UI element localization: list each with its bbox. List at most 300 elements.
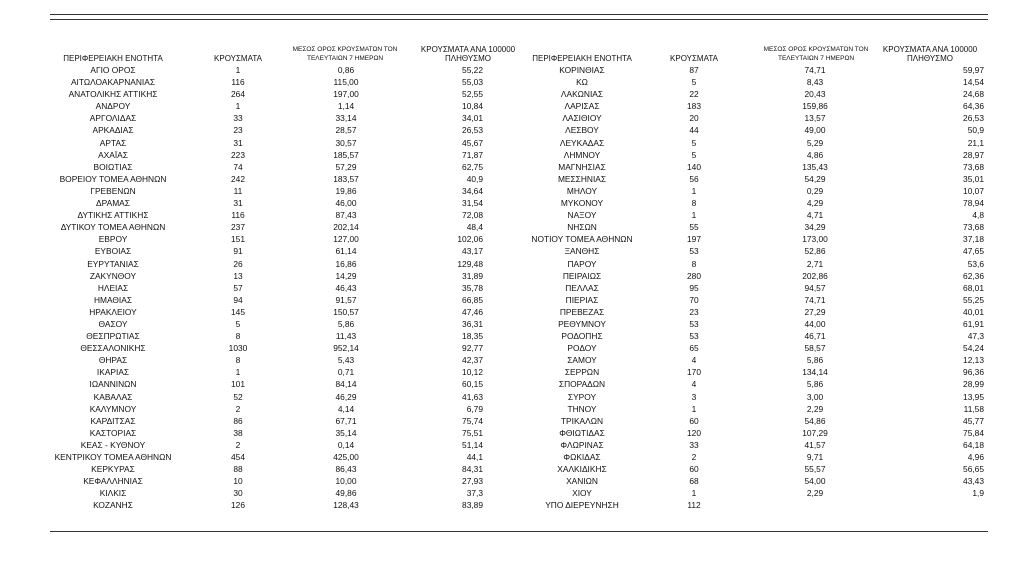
- right-per100k-cell: 64,18: [963, 439, 984, 450]
- left-region-cell: ΙΚΑΡΙΑΣ: [96, 367, 130, 378]
- right-cases-cell: 95: [689, 282, 699, 293]
- right-region-cell: ΜΗΛΟΥ: [566, 185, 598, 196]
- right-region-cell: ΥΠΟ ΔΙΕΡΕΥΝΗΣΗ: [545, 500, 619, 511]
- table-row: [50, 499, 988, 511]
- right-per100k-cell: 24,68: [963, 89, 984, 100]
- table-row: [50, 124, 988, 136]
- left-avg-cell: 0,86: [337, 65, 355, 75]
- left-per100k-cell: 10,12: [462, 367, 483, 378]
- left-cases-cell: 264: [231, 89, 245, 100]
- right-region-cell: ΣΠΟΡΑΔΩΝ: [558, 379, 606, 390]
- left-region-cell: ΔΡΑΜΑΣ: [96, 198, 130, 209]
- right-cases-cell: 60: [689, 415, 699, 426]
- table-row: [50, 185, 988, 197]
- right-per100k-cell: 50,9: [967, 125, 984, 136]
- left-cases-cell: 151: [231, 234, 245, 245]
- left-region-cell: ΕΥΒΟΙΑΣ: [94, 246, 132, 257]
- right-per100k-cell: 73,68: [963, 161, 984, 172]
- table-row: [50, 270, 988, 282]
- left-per100k-cell: 41,63: [462, 391, 483, 402]
- right-per100k-cell: 4,8: [972, 210, 984, 221]
- right-region-cell: ΤΗΝΟΥ: [567, 403, 597, 414]
- header-region-left: ΠΕΡΙΦΕΡΕΙΑΚΗ ΕΝΟΤΗΤΑ: [63, 54, 163, 63]
- left-avg-cell: 14,29: [335, 270, 357, 281]
- left-region-cell: ΒΟΙΩΤΙΑΣ: [93, 161, 133, 172]
- right-per100k-cell: 28,97: [963, 149, 984, 160]
- right-region-cell: ΞΑΝΘΗΣ: [564, 246, 600, 257]
- left-cases-cell: 11: [233, 185, 243, 196]
- left-avg-cell: 10,00: [335, 476, 357, 487]
- table-row: [50, 197, 988, 209]
- left-per100k-cell: 37,3: [466, 488, 483, 499]
- right-per100k-cell: 13,95: [963, 391, 984, 402]
- right-cases-cell: 8: [691, 258, 697, 269]
- left-cases-cell: 116: [231, 210, 245, 221]
- right-per100k-cell: 14,54: [963, 77, 984, 88]
- right-per100k-cell: 54,24: [963, 343, 984, 354]
- left-avg-cell: 46,43: [335, 282, 357, 293]
- right-avg-cell: 2,71: [806, 258, 824, 269]
- right-region-cell: ΦΘΙΩΤΙΔΑΣ: [559, 427, 605, 438]
- right-region-cell: ΠΕΙΡΑΙΩΣ: [562, 270, 602, 281]
- left-region-cell: ΑΡΤΑΣ: [99, 137, 127, 148]
- left-region-cell: ΚΑΡΔΙΤΣΑΣ: [90, 415, 136, 426]
- right-avg-cell: 34,29: [804, 222, 826, 233]
- right-per100k-cell: 61,91: [963, 318, 984, 329]
- right-region-cell: ΡΕΘΥΜΝΟΥ: [558, 318, 606, 329]
- table-row: [50, 209, 988, 221]
- left-avg-cell: 49,86: [335, 488, 357, 499]
- right-per100k-cell: 78,94: [963, 198, 984, 209]
- right-avg-cell: 54,00: [804, 476, 826, 487]
- right-cases-cell: 3: [691, 391, 697, 402]
- right-cases-cell: 68: [689, 476, 699, 487]
- left-cases-cell: 242: [231, 173, 245, 184]
- left-per100k-cell: 31,54: [462, 198, 483, 209]
- right-region-cell: ΛΕΣΒΟΥ: [565, 125, 599, 136]
- right-per100k-cell: 35,01: [963, 173, 984, 184]
- top-rule-2: [50, 19, 988, 20]
- table-row: [50, 282, 988, 294]
- left-region-cell: ΚΑΒΑΛΑΣ: [93, 391, 133, 402]
- left-cases-cell: 8: [235, 331, 241, 342]
- left-cases-cell: 1030: [228, 343, 248, 354]
- left-per100k-cell: 75,51: [462, 427, 483, 438]
- left-avg-cell: 1,14: [337, 101, 355, 112]
- table-row: [50, 173, 988, 185]
- table-row: [50, 112, 988, 124]
- right-avg-cell: 107,29: [802, 427, 828, 438]
- right-cases-cell: 1: [691, 403, 697, 414]
- left-region-cell: ΘΗΡΑΣ: [98, 355, 128, 366]
- right-cases-cell: 1: [691, 185, 697, 196]
- left-avg-cell: 57,29: [335, 161, 357, 172]
- right-region-cell: ΛΕΥΚΑΔΑΣ: [559, 137, 605, 148]
- left-region-cell: ΓΡΕΒΕΝΩΝ: [90, 185, 136, 196]
- right-per100k-cell: 53,6: [967, 258, 984, 269]
- left-per100k-cell: 75,74: [462, 415, 483, 426]
- right-avg-cell: 159,86: [802, 101, 828, 112]
- right-avg-cell: 134,14: [802, 367, 828, 378]
- table-row: [50, 439, 988, 451]
- right-avg-cell: 74,71: [804, 294, 826, 305]
- table-row: [50, 475, 988, 487]
- right-per100k-cell: 47,3: [967, 331, 984, 342]
- right-region-cell: ΝΟΤΙΟΥ ΤΟΜΕΑ ΑΘΗΝΩΝ: [531, 234, 633, 245]
- left-avg-cell: 952,14: [333, 343, 359, 354]
- right-per100k-cell: 43,43: [963, 476, 984, 487]
- right-region-cell: ΣΕΡΡΩΝ: [564, 367, 600, 378]
- left-region-cell: ΚΟΖΑΝΗΣ: [93, 500, 133, 511]
- right-per100k-cell: 96,36: [963, 367, 984, 378]
- table-row: [50, 354, 988, 366]
- left-cases-cell: 1: [235, 101, 241, 112]
- right-cases-cell: 53: [689, 318, 699, 329]
- left-per100k-cell: 6,79: [466, 403, 483, 414]
- right-per100k-cell: 10,07: [963, 185, 984, 196]
- left-per100k-cell: 18,35: [462, 331, 483, 342]
- left-per100k-cell: 66,85: [462, 294, 483, 305]
- left-per100k-cell: 71,87: [462, 149, 483, 160]
- left-avg-cell: 35,14: [335, 427, 357, 438]
- left-avg-cell: 16,86: [335, 258, 357, 269]
- right-avg-cell: 3,00: [806, 391, 824, 402]
- left-avg-cell: 86,43: [335, 464, 357, 475]
- table-row: [50, 403, 988, 415]
- left-avg-cell: 5,43: [337, 355, 355, 366]
- right-cases-cell: 55: [689, 222, 699, 233]
- left-cases-cell: 38: [233, 427, 243, 438]
- left-cases-cell: 1: [235, 367, 241, 378]
- right-avg-cell: 5,86: [806, 379, 824, 390]
- left-avg-cell: 91,57: [335, 294, 357, 305]
- table-row: [50, 391, 988, 403]
- left-region-cell: ΑΓΙΟ ΟΡΟΣ: [90, 65, 136, 75]
- right-per100k-cell: 47,65: [963, 246, 984, 257]
- table-row: [50, 318, 988, 330]
- table-row: [50, 366, 988, 378]
- left-per100k-cell: 48,4: [466, 222, 483, 233]
- left-per100k-cell: 83,89: [462, 500, 483, 511]
- left-cases-cell: 88: [233, 464, 243, 475]
- left-region-cell: ΑΧΑΪΑΣ: [98, 149, 128, 160]
- table-row: [50, 330, 988, 342]
- right-avg-cell: 4,71: [806, 210, 824, 221]
- left-cases-cell: 94: [233, 294, 243, 305]
- right-avg-cell: 52,86: [804, 246, 826, 257]
- table-row: [50, 415, 988, 427]
- left-region-cell: ΒΟΡΕΙΟΥ ΤΟΜΕΑ ΑΘΗΝΩΝ: [59, 173, 167, 184]
- left-cases-cell: 52: [233, 391, 243, 402]
- right-avg-cell: 58,57: [804, 343, 826, 354]
- right-cases-cell: 1: [691, 488, 697, 499]
- left-region-cell: ΚΕΦΑΛΛΗΝΙΑΣ: [83, 476, 143, 487]
- left-cases-cell: 8: [235, 355, 241, 366]
- right-region-cell: ΧΑΛΚΙΔΙΚΗΣ: [557, 464, 607, 475]
- right-cases-cell: 4: [691, 379, 697, 390]
- left-cases-cell: 31: [233, 198, 243, 209]
- right-per100k-cell: 59,97: [963, 65, 984, 75]
- cases-table: [50, 38, 988, 511]
- right-cases-cell: 5: [691, 77, 697, 88]
- right-region-cell: ΠΑΡΟΥ: [567, 258, 597, 269]
- right-avg-cell: 2,29: [806, 488, 824, 499]
- right-region-cell: ΚΩ: [576, 77, 588, 88]
- right-per100k-cell: 28,99: [963, 379, 984, 390]
- table-row: [50, 378, 988, 390]
- left-per100k-cell: 55,03: [462, 77, 483, 88]
- left-avg-cell: 128,43: [333, 500, 359, 511]
- left-region-cell: ΔΥΤΙΚΟΥ ΤΟΜΕΑ ΑΘΗΝΩΝ: [60, 222, 166, 233]
- right-avg-cell: 74,71: [804, 65, 826, 75]
- right-cases-cell: 53: [689, 246, 699, 257]
- left-per100k-cell: 35,78: [462, 282, 483, 293]
- right-cases-cell: 183: [687, 101, 701, 112]
- table-row: [50, 342, 988, 354]
- left-cases-cell: 74: [233, 161, 243, 172]
- left-per100k-cell: 44,1: [466, 452, 483, 462]
- left-region-cell: ΗΜΑΘΙΑΣ: [93, 294, 133, 305]
- left-per100k-cell: 10,84: [462, 101, 483, 112]
- right-avg-cell: 54,29: [804, 173, 826, 184]
- right-avg-cell: 5,86: [806, 355, 824, 366]
- right-avg-cell: 2,29: [806, 403, 824, 414]
- left-cases-cell: 57: [233, 282, 243, 293]
- left-avg-cell: 185,57: [333, 149, 359, 160]
- left-per100k-cell: 47,46: [462, 306, 483, 317]
- left-avg-cell: 28,57: [335, 125, 357, 136]
- right-cases-cell: 120: [687, 427, 701, 438]
- right-region-cell: ΜΑΓΝΗΣΙΑΣ: [558, 161, 606, 172]
- right-avg-cell: 4,29: [806, 198, 824, 209]
- right-cases-cell: 112: [687, 500, 701, 511]
- table-row: [50, 161, 988, 173]
- right-avg-cell: 94,57: [804, 282, 826, 293]
- left-cases-cell: 33: [233, 113, 243, 124]
- left-region-cell: ΑΡΚΑΔΙΑΣ: [92, 125, 134, 136]
- right-per100k-cell: 56,65: [963, 464, 984, 475]
- left-region-cell: ΘΕΣΠΡΩΤΙΑΣ: [86, 331, 140, 342]
- right-region-cell: ΜΥΚΟΝΟΥ: [560, 198, 604, 209]
- right-avg-cell: 5,29: [806, 137, 824, 148]
- left-region-cell: ΚΑΛΥΜΝΟΥ: [89, 403, 137, 414]
- left-region-cell: ΘΕΣΣΑΛΟΝΙΚΗΣ: [80, 343, 146, 354]
- left-region-cell: ΚΕΑΣ - ΚΥΘΝΟΥ: [80, 439, 146, 450]
- table-row: [50, 306, 988, 318]
- header-per-left: ΚΡΟΥΣΜΑΤΑ ΑΝΑ 100000 ΠΛΗΘΥΣΜΟ: [420, 45, 516, 63]
- left-cases-cell: 237: [231, 222, 245, 233]
- left-per100k-cell: 43,17: [462, 246, 483, 257]
- left-avg-cell: 11,43: [335, 331, 357, 342]
- right-per100k-cell: 62,36: [963, 270, 984, 281]
- left-per100k-cell: 62,75: [462, 161, 483, 172]
- right-region-cell: ΤΡΙΚΑΛΩΝ: [560, 415, 604, 426]
- left-per100k-cell: 42,37: [462, 355, 483, 366]
- table-row: [50, 451, 988, 463]
- top-rule: [50, 14, 988, 15]
- left-cases-cell: 13: [233, 270, 243, 281]
- right-cases-cell: 22: [689, 89, 699, 100]
- left-cases-cell: 223: [231, 149, 245, 160]
- right-cases-cell: 87: [689, 65, 699, 75]
- left-per100k-cell: 40,9: [466, 173, 483, 184]
- right-region-cell: ΠΡΕΒΕΖΑΣ: [559, 306, 605, 317]
- right-cases-cell: 280: [687, 270, 701, 281]
- left-region-cell: ΘΑΣΟΥ: [98, 318, 128, 329]
- right-region-cell: ΜΕΣΣΗΝΙΑΣ: [557, 173, 607, 184]
- table-row: [50, 149, 988, 161]
- left-avg-cell: 0,71: [337, 367, 355, 378]
- right-region-cell: ΦΛΩΡΙΝΑΣ: [560, 439, 604, 450]
- right-region-cell: ΛΑΚΩΝΙΑΣ: [560, 89, 604, 100]
- left-cases-cell: 1: [235, 65, 241, 75]
- right-cases-cell: 5: [691, 149, 697, 160]
- header-avg-left: ΜΕΣΟΣ ΟΡΟΣ ΚΡΟΥΣΜΑΤΩΝ ΤΟΝ ΤΕΛΕΥΤΑΙΩΝ 7 ΗΜΕΡΩΝ: [292, 46, 398, 62]
- right-per100k-cell: 55,25: [963, 294, 984, 305]
- left-avg-cell: 197,00: [333, 89, 359, 100]
- table-row: [50, 487, 988, 499]
- left-region-cell: ΙΩΑΝΝΙΝΩΝ: [89, 379, 137, 390]
- right-avg-cell: 13,57: [804, 113, 826, 124]
- right-region-cell: ΡΟΔΟΠΗΣ: [561, 331, 603, 342]
- left-cases-cell: 10: [233, 476, 243, 487]
- left-cases-cell: 86: [233, 415, 243, 426]
- right-cases-cell: 20: [689, 113, 699, 124]
- left-avg-cell: 46,00: [335, 198, 357, 209]
- left-per100k-cell: 72,08: [462, 210, 483, 221]
- header-cases-right: ΚΡΟΥΣΜΑΤΑ: [670, 54, 718, 63]
- right-avg-cell: 173,00: [802, 234, 828, 245]
- header-cases-left: ΚΡΟΥΣΜΑΤΑ: [214, 54, 262, 63]
- left-region-cell: ΕΥΡΥΤΑΝΙΑΣ: [87, 258, 139, 269]
- left-per100k-cell: 102,06: [457, 234, 483, 245]
- left-cases-cell: 2: [235, 439, 241, 450]
- right-avg-cell: 9,71: [806, 452, 824, 462]
- left-cases-cell: 126: [231, 500, 245, 511]
- left-per100k-cell: 84,31: [462, 464, 483, 475]
- left-per100k-cell: 51,14: [462, 439, 483, 450]
- right-cases-cell: 8: [691, 198, 697, 209]
- right-per100k-cell: 40,01: [963, 306, 984, 317]
- left-avg-cell: 19,86: [335, 185, 357, 196]
- left-avg-cell: 4,14: [337, 403, 355, 414]
- left-region-cell: ΚΙΛΚΙΣ: [99, 488, 127, 499]
- right-avg-cell: 135,43: [802, 161, 828, 172]
- right-cases-cell: 4: [691, 355, 697, 366]
- right-cases-cell: 5: [691, 137, 697, 148]
- right-per100k-cell: 11,58: [963, 403, 984, 414]
- left-region-cell: ΗΛΕΙΑΣ: [97, 282, 129, 293]
- table-row: [50, 427, 988, 439]
- left-region-cell: ΕΒΡΟΥ: [98, 234, 128, 245]
- right-per100k-cell: 26,53: [963, 113, 984, 124]
- right-region-cell: ΚΟΡΙΝΘΙΑΣ: [559, 65, 605, 75]
- left-per100k-cell: 45,67: [462, 137, 483, 148]
- right-cases-cell: 197: [687, 234, 701, 245]
- left-avg-cell: 0,14: [337, 439, 355, 450]
- right-avg-cell: 46,71: [804, 331, 826, 342]
- right-region-cell: ΛΑΣΙΘΙΟΥ: [562, 113, 602, 124]
- left-cases-cell: 2: [235, 403, 241, 414]
- right-region-cell: ΡΟΔΟΥ: [567, 343, 597, 354]
- table-row: [50, 88, 988, 100]
- left-avg-cell: 61,14: [335, 246, 357, 257]
- right-region-cell: ΦΩΚΙΔΑΣ: [563, 452, 601, 462]
- right-per100k-cell: 37,18: [963, 234, 984, 245]
- right-avg-cell: 41,57: [804, 439, 826, 450]
- left-cases-cell: 26: [233, 258, 243, 269]
- table-row: [50, 233, 988, 245]
- table-body: [50, 64, 988, 511]
- right-region-cell: ΧΙΟΥ: [572, 488, 592, 499]
- right-avg-cell: 27,29: [804, 306, 826, 317]
- right-avg-cell: 4,86: [806, 149, 824, 160]
- right-region-cell: ΝΗΣΩΝ: [567, 222, 597, 233]
- left-avg-cell: 67,71: [335, 415, 357, 426]
- left-per100k-cell: 129,48: [457, 258, 483, 269]
- left-avg-cell: 202,14: [333, 222, 359, 233]
- left-per100k-cell: 34,01: [462, 113, 483, 124]
- right-cases-cell: 60: [689, 464, 699, 475]
- left-per100k-cell: 92,77: [462, 343, 483, 354]
- right-per100k-cell: 45,77: [963, 415, 984, 426]
- left-avg-cell: 127,00: [333, 234, 359, 245]
- right-avg-cell: 54,86: [804, 415, 826, 426]
- right-avg-cell: 8,43: [806, 77, 824, 88]
- right-region-cell: ΣΑΜΟΥ: [567, 355, 597, 366]
- right-avg-cell: 0,29: [806, 185, 824, 196]
- left-cases-cell: 145: [231, 306, 245, 317]
- right-cases-cell: 2: [691, 452, 697, 462]
- right-per100k-cell: 64,36: [963, 101, 984, 112]
- right-region-cell: ΣΥΡΟΥ: [567, 391, 597, 402]
- right-cases-cell: 23: [689, 306, 699, 317]
- right-avg-cell: 44,00: [804, 318, 826, 329]
- left-cases-cell: 454: [231, 452, 245, 462]
- table-row: [50, 100, 988, 112]
- left-cases-cell: 91: [233, 246, 243, 257]
- right-avg-cell: 202,86: [802, 270, 828, 281]
- left-avg-cell: 5,86: [337, 318, 355, 329]
- left-per100k-cell: 27,93: [462, 476, 483, 487]
- header-avg-right: ΜΕΣΟΣ ΟΡΟΣ ΚΡΟΥΣΜΑΤΩΝ ΤΟΝ ΤΕΛΕΥΤΑΙΩΝ 7 ΗΜΕΡΩΝ: [763, 46, 869, 62]
- right-cases-cell: 33: [689, 439, 699, 450]
- right-cases-cell: 56: [689, 173, 699, 184]
- table-row: [50, 245, 988, 257]
- left-avg-cell: 46,29: [335, 391, 357, 402]
- right-per100k-cell: 68,01: [963, 282, 984, 293]
- right-region-cell: ΛΑΡΙΣΑΣ: [564, 101, 600, 112]
- left-cases-cell: 101: [231, 379, 245, 390]
- right-region-cell: ΛΗΜΝΟΥ: [563, 149, 601, 160]
- left-per100k-cell: 55,22: [462, 65, 483, 75]
- right-region-cell: ΝΑΞΟΥ: [567, 210, 597, 221]
- right-per100k-cell: 4,96: [967, 452, 984, 462]
- left-region-cell: ΚΕΡΚΥΡΑΣ: [91, 464, 135, 475]
- left-avg-cell: 425,00: [333, 452, 359, 462]
- left-region-cell: ΑΡΓΟΛΙΔΑΣ: [89, 113, 137, 124]
- right-cases-cell: 170: [687, 367, 701, 378]
- left-avg-cell: 150,57: [333, 306, 359, 317]
- right-per100k-cell: 21,1: [967, 137, 984, 148]
- left-avg-cell: 183,57: [333, 173, 359, 184]
- left-cases-cell: 30: [233, 488, 243, 499]
- right-avg-cell: 20,43: [804, 89, 826, 100]
- header-per-right: ΚΡΟΥΣΜΑΤΑ ΑΝΑ 100000 ΠΛΗΘΥΣΜΟ: [882, 45, 978, 63]
- right-avg-cell: 55,57: [804, 464, 826, 475]
- table-row: [50, 221, 988, 233]
- left-region-cell: ΚΕΝΤΡΙΚΟΥ ΤΟΜΕΑ ΑΘΗΝΩΝ: [54, 452, 172, 462]
